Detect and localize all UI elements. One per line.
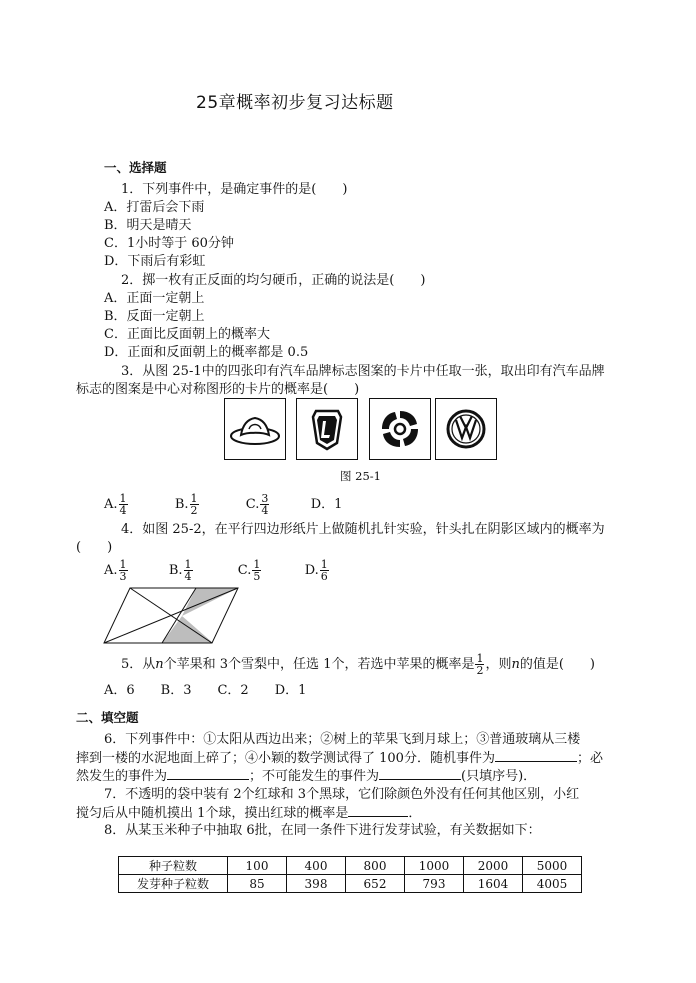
car-logo-card-2 (296, 398, 358, 460)
q3-option-b-label: B. (174, 497, 189, 512)
q1-option-a: A．打雷后会下雨 (104, 200, 205, 215)
car-logo-card-3 (369, 398, 431, 460)
q5-fraction: $\frac{1}{2}$ (476, 652, 484, 677)
q4-option-a-label: A. (104, 563, 118, 578)
q1-option-d: D．下雨后有彩虹 (104, 254, 206, 269)
q3-option-a-fraction: $\frac{1}{4}$ (119, 492, 127, 517)
q3-option-c-fraction: $\frac{3}{4}$ (261, 492, 269, 517)
dome-logo-icon (225, 399, 285, 459)
q2-option-c: C．正面比反面朝上的概率大 (104, 327, 270, 342)
table-cell: 400 (287, 857, 346, 875)
parallelogram-figure (102, 586, 242, 646)
q3-option-d: D．1 (310, 497, 343, 512)
q5-options: A．6 B．3 C．2 D．1 (104, 683, 307, 698)
q2-stem: 2．掷一枚有正反面的均匀硬币，正确的说法是( ) (121, 273, 426, 288)
q8-stem: 8．从某玉米种子中抽取 6批，在同一条件下进行发芽试验，有关数据如下： (104, 823, 541, 838)
vw-logo-icon (436, 399, 496, 459)
q2-option-a: A．正面一定朝上 (104, 291, 205, 306)
q4-option-a-fraction: $\frac{1}{3}$ (119, 558, 127, 583)
table-cell: 793 (405, 875, 464, 893)
q4-stem-line2: ( ) (76, 540, 113, 555)
q5-var-n-2: n (511, 657, 520, 672)
q4-option-c-fraction: $\frac{1}{5}$ (253, 558, 261, 583)
q1-option-c: C．1小时等于 60分钟 (104, 236, 234, 251)
q7-line1: 7．不透明的袋中装有 2个红球和 3个黑球，它们除颜色外没有任何其他区别，小红 (104, 787, 580, 802)
q3-option-a-label: A. (104, 497, 118, 512)
q4-option-b-label: B. (168, 563, 183, 578)
table-row-germinated (119, 875, 582, 893)
q6-blank-certain[interactable] (167, 767, 249, 780)
table-cell: 800 (346, 857, 405, 875)
q4-options (104, 553, 330, 589)
page-title: 25章概率初步复习达标题 (196, 93, 394, 113)
shield-badge-logo-icon (297, 399, 357, 459)
q7-line2: 搅匀后从中随机摸出 1个球，摸出红球的概率是 ． (76, 806, 422, 821)
table-cell: 2000 (464, 857, 523, 875)
q7-blank[interactable] (348, 804, 408, 817)
table-cell: 652 (346, 875, 405, 893)
table-cell: 4005 (523, 875, 582, 893)
table-cell: 种子粒数 (119, 857, 228, 875)
section-heading-choice: 一、选择题 (104, 160, 167, 175)
table-cell: 发芽种子粒数 (119, 875, 228, 893)
q6-blank-impossible[interactable] (379, 767, 461, 780)
car-logo-card-4 (435, 398, 497, 460)
table-row-seeds (119, 857, 582, 875)
q6-blank-random[interactable] (495, 749, 577, 762)
swirl-logo-icon (370, 399, 430, 459)
figure-caption-25-1: 图 25-1 (340, 469, 381, 483)
table-cell: 85 (228, 875, 287, 893)
q4-option-d-fraction: $\frac{1}{6}$ (320, 558, 328, 583)
q4-stem-line1: 4．如图 25-2，在平行四边形纸片上做随机扎针实验，针头扎在阴影区域内的概率为 (121, 522, 605, 537)
germination-table (118, 856, 582, 893)
q3-stem-line2: 标志的图案是中心对称图形的卡片的概率是( ) (76, 382, 360, 397)
q5-stem: 5．从n个苹果和 3个雪梨中，任选 1个，若选中苹果的概率是 $\frac{1}{2}$ ，则n的值是( ) (121, 652, 596, 677)
q4-option-d-label: D. (304, 563, 319, 578)
table-cell: 100 (228, 857, 287, 875)
table-cell: 398 (287, 875, 346, 893)
q2-option-d: D．正面和反面朝上的概率都是 0.5 (104, 345, 309, 360)
q4-option-c-label: C. (237, 563, 252, 578)
car-logo-figure (224, 398, 486, 462)
q1-option-b: B．明天是晴天 (104, 218, 192, 233)
q4-option-b-fraction: $\frac{1}{4}$ (184, 558, 192, 583)
q6-line2: 摔到一楼的水泥地面上碎了；④小颖的数学测试得了 100分．随机事件为 ；必 (76, 751, 603, 766)
q5-var-n: n (155, 657, 164, 672)
car-logo-card-1 (224, 398, 286, 460)
q3-stem-line1: 3．从图 25-1中的四张印有汽车品牌标志图案的卡片中任取一张，取出印有汽车品牌 (121, 364, 605, 379)
q1-stem: 1．下列事件中，是确定事件的是( ) (121, 182, 348, 197)
q2-option-b: B．反面一定朝上 (104, 309, 205, 324)
q6-line1: 6．下列事件中：①太阳从西边出来；②树上的苹果飞到月球上；③普通玻璃从三楼 (104, 732, 581, 747)
q3-option-c-label: C. (245, 497, 260, 512)
q3-options (104, 487, 342, 523)
table-cell: 5000 (523, 857, 582, 875)
q6-line3: 然发生的事件为 ；不可能发生的事件为 (只填序号)． (76, 769, 537, 784)
section-heading-fill: 二、填空题 (76, 710, 139, 725)
table-cell: 1604 (464, 875, 523, 893)
q3-option-b-fraction: $\frac{1}{2}$ (190, 492, 198, 517)
table-cell: 1000 (405, 857, 464, 875)
